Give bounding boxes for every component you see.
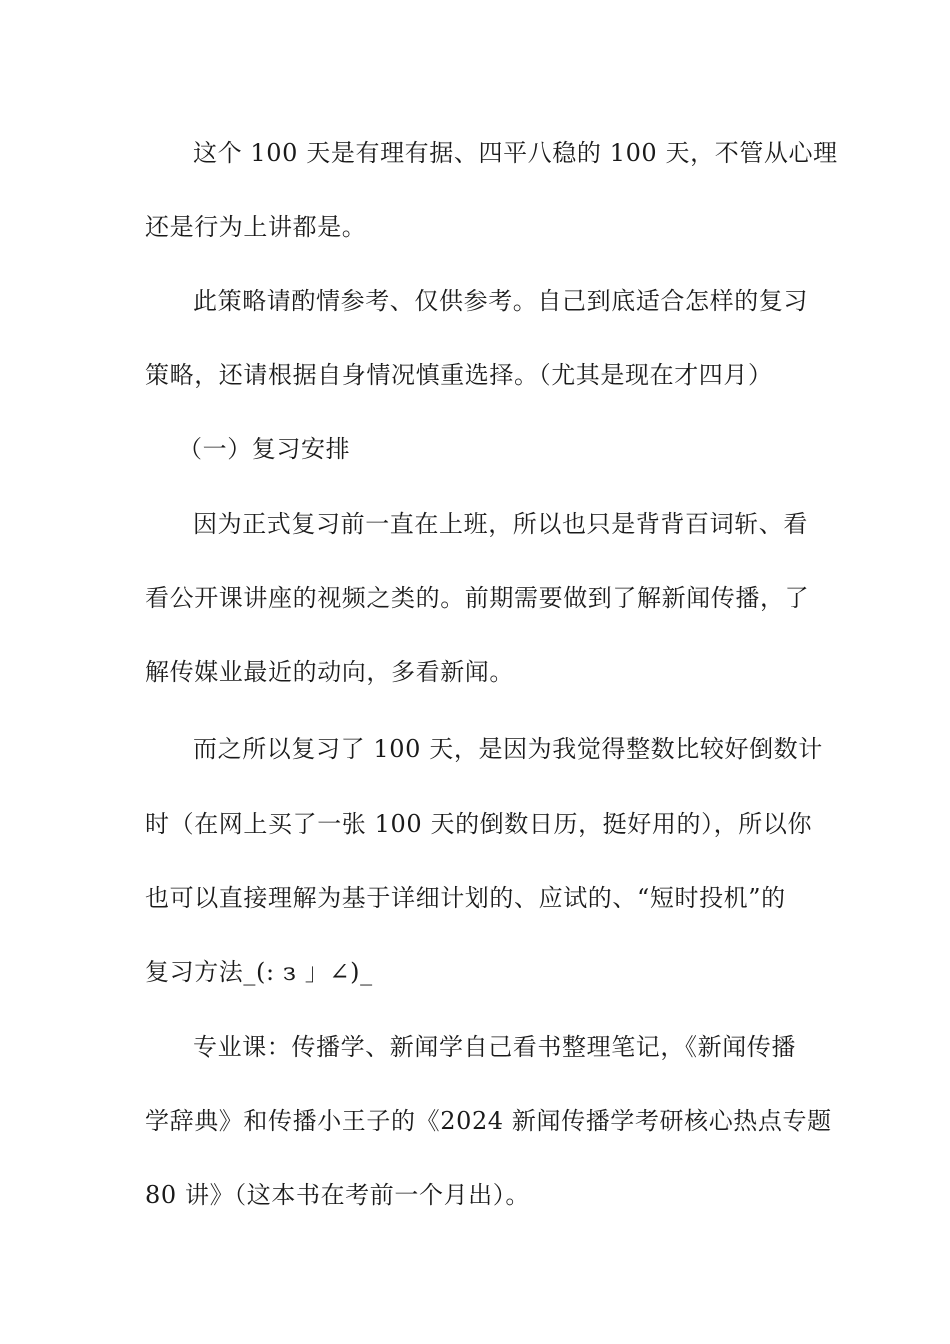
paragraph-line: 复习方法_(: з 」∠)_: [145, 958, 373, 986]
paragraph-line: 解传媒业最近的动向，多看新闻。: [145, 658, 514, 686]
paragraph-line: 策略，还请根据自身情况慎重选择。（尤其是现在才四月）: [145, 361, 773, 389]
paragraph-line: 此策略请酌情参考、仅供参考。自己到底适合怎样的复习: [193, 287, 808, 315]
paragraph-line: 也可以直接理解为基于详细计划的、应试的、“短时投机”的: [145, 884, 786, 912]
paragraph-line: 时（在网上买了一张 100 天的倒数日历，挺好用的），所以你: [145, 810, 813, 838]
paragraph-line: 这个 100 天是有理有据、四平八稳的 100 天，不管从心理: [193, 139, 838, 167]
paragraph-line: 而之所以复习了 100 天，是因为我觉得整数比较好倒数计: [193, 735, 823, 763]
paragraph-line: 专业课：传播学、新闻学自己看书整理笔记，《新闻传播: [193, 1033, 796, 1061]
paragraph-line: 80 讲》（这本书在考前一个月出）。: [145, 1181, 530, 1209]
section-heading: （一）复习安排: [178, 435, 351, 463]
paragraph-line: 学辞典》和传播小王子的《2024 新闻传播学考研核心热点专题: [145, 1107, 832, 1135]
paragraph-line: 还是行为上讲都是。: [145, 213, 367, 241]
paragraph-line: 因为正式复习前一直在上班，所以也只是背背百词斩、看: [193, 510, 808, 538]
paragraph-line: 看公开课讲座的视频之类的。前期需要做到了解新闻传播，了: [145, 584, 810, 612]
